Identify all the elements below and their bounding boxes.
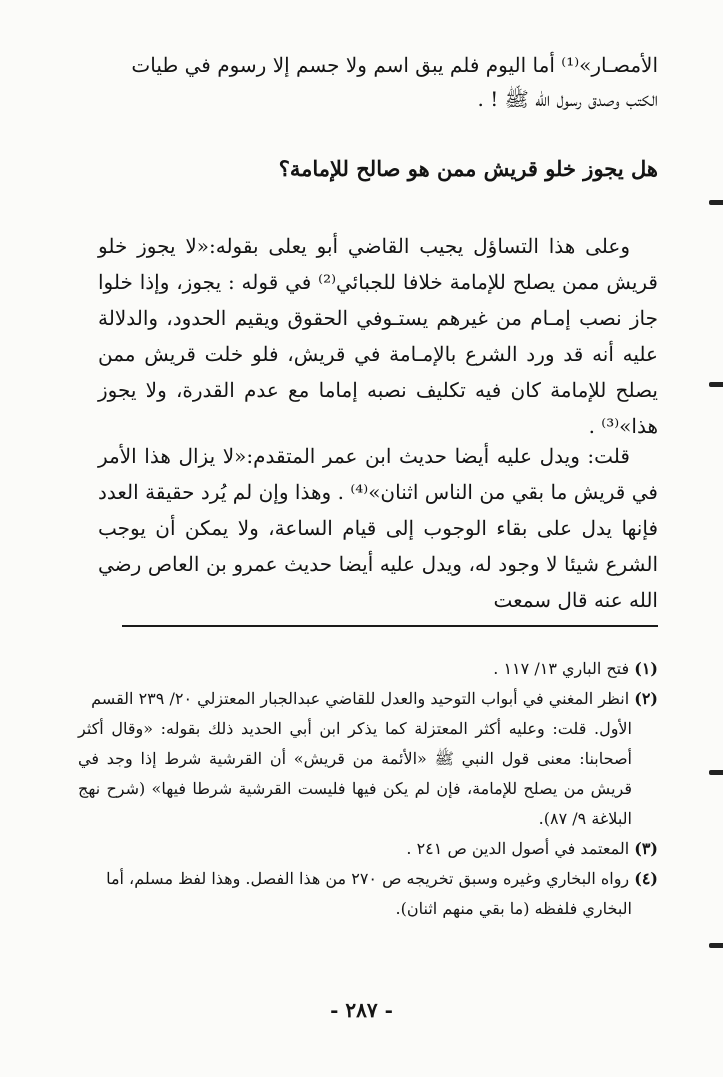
footnote-2 — [78, 684, 658, 714]
edge-tab-mark — [709, 943, 723, 948]
edge-tab-mark — [709, 770, 723, 775]
section-heading: هل يجوز خلو قريش ممن هو صالح للإمامة؟ — [278, 156, 658, 181]
footnote-4 — [78, 864, 658, 894]
footnote-4-text: رواه البخاري وغيره وسبق تخريجه ص ٢٧٠ من هذا الفصل. وهذا لفظ مسلم، أما — [106, 869, 630, 888]
edge-tab-mark — [709, 200, 723, 205]
paragraph-1-text: وعلى هذا التساؤل يجيب القاضي أبو يعلى بقوله:«لا يجوز خلو قريش ممن يصلح للإمامة خلافا للجبائي⁽²⁾ في قوله : يجوز، وإذا خلوا جاز نصب إمـام من غيرهم يستـوفي الحقوق ويقيم الحدود، والدلالة عليه أنه قد ورد الشرع بالإمـامة في قريش، فلو خلت قريش ممن يصلح للإمامة كان فيه تكليف نصبه إماما مع عدم القدرة، ولا يجوز هذا»⁽³⁾ . — [98, 234, 658, 438]
footnotes — [78, 654, 658, 924]
footnote-1-text: فتح الباري ١٣/ ١١٧ . — [493, 659, 630, 678]
footnote-4-continuation: البخاري فلفظه (ما بقي منهم اثنان). — [395, 899, 632, 918]
intro-text — [98, 48, 658, 116]
paragraph-2 — [98, 438, 658, 618]
footnote-3-text: المعتمد في أصول الدين ص ٢٤١ . — [406, 839, 630, 858]
edge-tab-mark — [709, 382, 723, 387]
intro-line-2: الكتب وصدق رسول الله ﷺ ! . — [477, 87, 658, 111]
paragraph-2-text: قلت: ويدل عليه أيضا حديث ابن عمر المتقدم:«لا يزال هذا الأمر في قريش ما بقي من الناس اثنان»⁽⁴⁾ . وهذا وإن لم يُرد حقيقة العدد فإنها يدل على بقاء الوجوب إلى قيام الساعة، ولا يمكن أن يوجب الشرع شيئا لا وجود له، ويدل عليه أيضا حديث عمرو بن العاص رضي الله عنه قال سمعت — [98, 444, 658, 612]
footnote-separator — [122, 625, 658, 627]
intro-line-1: الأمصـار»⁽¹⁾ أما اليوم فلم يبق اسم ولا جسم إلا رسوم في طيات — [131, 53, 658, 77]
footnote-2-number: (٢) — [634, 689, 658, 708]
footnote-4-number: (٤) — [634, 869, 658, 888]
paragraph-1 — [98, 228, 658, 444]
page-number: - ٢٨٧ - — [330, 998, 393, 1022]
footnote-1 — [78, 654, 658, 684]
footnote-3-number: (٣) — [634, 839, 658, 858]
footnote-2-text: انظر المغني في أبواب التوحيد والعدل للقاضي عبدالجبار المعتزلي ٢٠/ ٢٣٩ القسم — [91, 689, 630, 708]
footnote-2-continuation: الأول. قلت: وعليه أكثر المعتزلة كما يذكر ابن أبي الحديد ذلك بقوله: «وقال أكثر أصحابنا: معنى قول النبي ﷺ «الأئمة من قريش» أن القرشية شرط إذا وجد في قريش من يصلح للإمامة، فإن لم يكن فيها فليست القرشية شرطا فيها» (شرح نهج البلاغة ٩/ ٨٧). — [78, 719, 633, 828]
footnote-3 — [78, 834, 658, 864]
footnote-1-number: (١) — [634, 659, 658, 678]
